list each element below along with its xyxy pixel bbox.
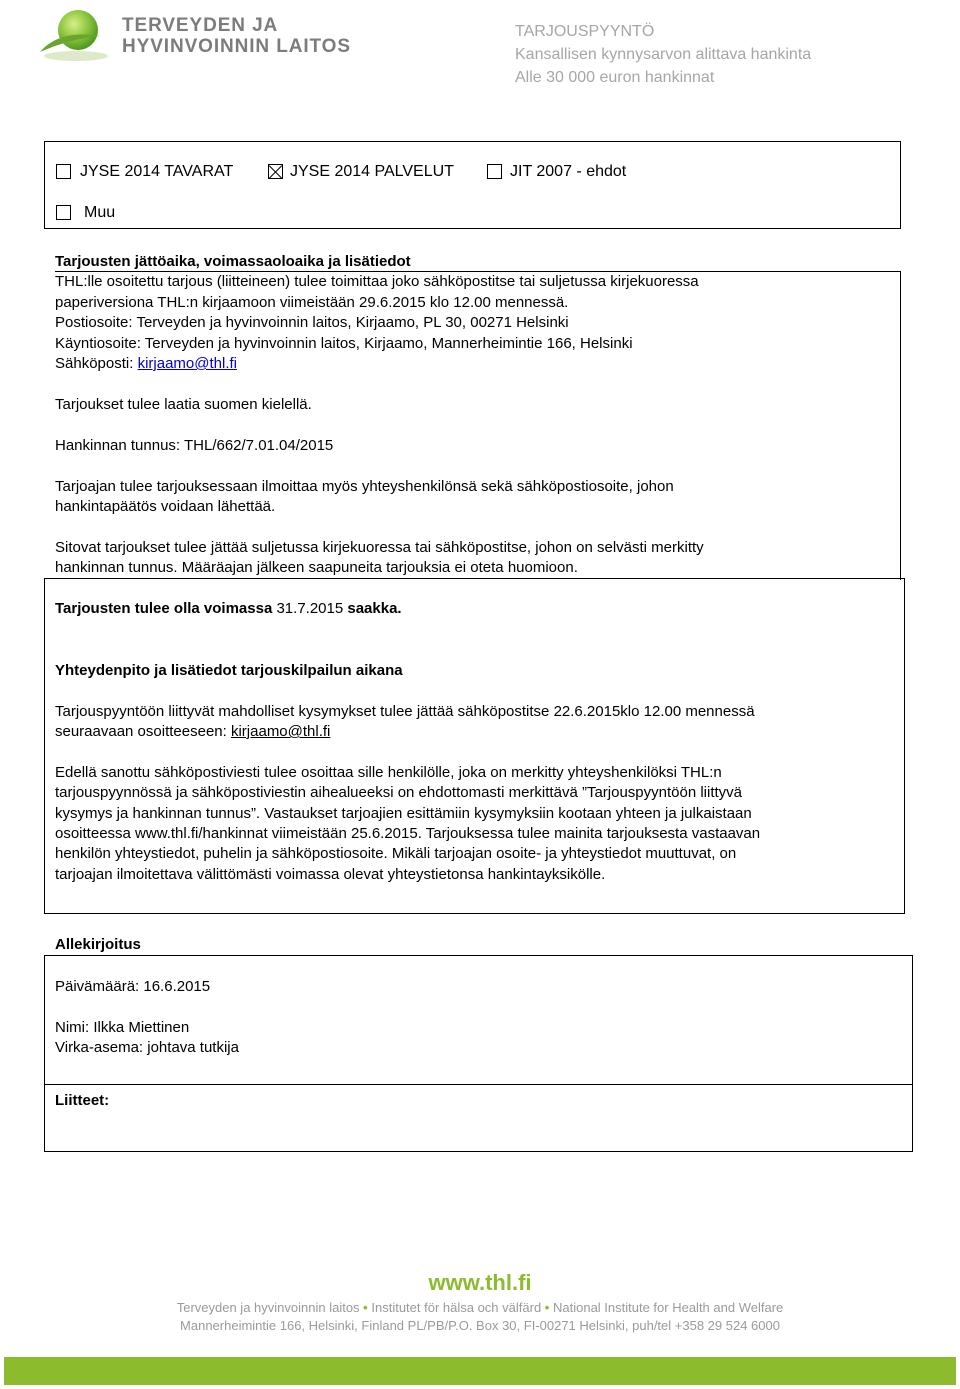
- section-rule: [904, 578, 905, 914]
- org-name-line1: TERVEYDEN JA: [122, 15, 279, 36]
- postal-address: Postiosoite: Terveyden ja hyvinvoinnin laitos, Kirjaamo, PL 30, 00271 Helsinki: [55, 314, 569, 331]
- contact-line-1: Tarjoajan tulee tarjouksessaan ilmoittaa myös yhteyshenkilönsä sekä sähköpostiosoite, johon: [55, 478, 674, 495]
- footer-org-fi: Terveyden ja hyvinvoinnin laitos: [176, 1300, 360, 1315]
- footer-org-line: [0, 1300, 960, 1315]
- checkbox-label-jyse-palvelut: JYSE 2014 PALVELUT: [290, 163, 454, 180]
- org-name-line2: HYVINVOINNIN LAITOS: [122, 36, 351, 57]
- submission-line-2: paperiversiona THL:n kirjaamoon viimeistään 29.6.2015 klo 12.00 mennessä.: [55, 294, 569, 311]
- footer-org-en: National Institute for Health and Welfare: [552, 1300, 784, 1315]
- visiting-address: Käyntiosoite: Terveyden ja hyvinvoinnin laitos, Kirjaamo, Mannerheimintie 166, Helsinki: [55, 335, 633, 352]
- questions-paragraph-line-3: kysymys ja hankinnan tunnus”. Vastaukset tarjoajien esittämiin kysymyksiin kootaan yhteen ja julkaistaan: [55, 805, 752, 822]
- signature-divider: [44, 1084, 913, 1085]
- checkbox-label-muu: Muu: [84, 204, 116, 221]
- validity-label: Tarjousten tulee olla voimassa: [55, 600, 277, 617]
- checkbox-label-jyse-tavarat: JYSE 2014 TAVARAT: [80, 163, 234, 180]
- document-header: [515, 20, 811, 89]
- checkbox-jit-2007[interactable]: [487, 164, 502, 179]
- document-title: TARJOUSPYYNTÖ: [515, 23, 655, 40]
- questions-paragraph-line-4: osoitteessa www.thl.fi/hankinnat viimeistään 25.6.2015. Tarjouksessa tulee mainita tarjouksesta vastaavan: [55, 825, 761, 842]
- questions-line-1: Tarjouspyyntöön liittyvät mahdolliset kysymykset tulee jättää sähköpostitse 22.6.2015klo 12.00 mennessä: [55, 703, 755, 720]
- bullet-icon: •: [363, 1300, 368, 1315]
- footer-bar: [4, 1357, 956, 1385]
- thl-logo-icon: [34, 6, 108, 62]
- binding-line-1: Sitovat tarjoukset tulee jättää suljetussa kirjekuoressa tai sähköpostitse, johon on selvästi merkitty: [55, 539, 704, 556]
- signature-heading: Allekirjoitus: [55, 936, 141, 953]
- questions-email-link[interactable]: kirjaamo@thl.fi: [230, 723, 331, 740]
- org-name: [122, 15, 351, 57]
- footer-address: Mannerheimintie 166, Helsinki, Finland PL/PB/P.O. Box 30, FI-00271 Helsinki, puh/tel +358 29 524 6000: [180, 1318, 780, 1333]
- section-rule: [900, 271, 901, 580]
- checkbox-jyse-palvelut[interactable]: [268, 164, 283, 179]
- signer-name: Nimi: Ilkka Miettinen: [55, 1019, 190, 1036]
- document-subtitle-2: Alle 30 000 euron hankinnat: [515, 69, 715, 86]
- attachments-label: Liitteet:: [55, 1092, 110, 1109]
- checkbox-label-jit-2007: JIT 2007 - ehdot: [510, 163, 627, 180]
- signer-title: Virka-asema: johtava tutkija: [55, 1039, 239, 1056]
- footer-url[interactable]: www.thl.fi: [428, 1270, 532, 1295]
- questions-paragraph-line-1: Edellä sanottu sähköpostiviesti tulee osoittaa sille henkilölle, joka on merkitty yhteyshenkilöksi THL:n: [55, 764, 722, 781]
- checkbox-muu[interactable]: [56, 205, 71, 220]
- document-subtitle-1: Kansallisen kynnysarvon alittava hankinta: [515, 46, 812, 63]
- validity-line: [55, 599, 402, 620]
- section-rule: [44, 578, 45, 914]
- questions-paragraph-line-6: tarjoajan ilmoitettava välittömästi voimassa olevat yhteystietonsa hankintayksikölle.: [55, 866, 606, 883]
- email-line: [55, 354, 237, 375]
- questions-line-2: [55, 722, 330, 743]
- signature-date: Päivämäärä: 16.6.2015: [55, 978, 211, 995]
- checkbox-jyse-tavarat[interactable]: [56, 164, 71, 179]
- questions-heading: Yhteydenpito ja lisätiedot tarjouskilpailun aikana: [55, 662, 403, 679]
- bullet-icon: •: [544, 1300, 550, 1315]
- section-rule: [44, 913, 905, 914]
- validity-suffix: saakka.: [343, 600, 402, 617]
- language-note: Tarjoukset tulee laatia suomen kielellä.: [55, 396, 312, 413]
- contact-line-2: hankintapäätös voidaan lähettää.: [55, 498, 276, 515]
- terms-box: [44, 141, 901, 229]
- email-label: Sähköposti:: [55, 355, 138, 372]
- questions-paragraph-line-5: henkilön yhteystiedot, puhelin ja sähköpostiosoite. Mikäli tarjoajan osoite- ja yhteystiedot muuttuvat, on: [55, 845, 737, 862]
- questions-address-label: seuraavaan osoitteeseen:: [55, 723, 231, 740]
- email-link[interactable]: kirjaamo@thl.fi: [137, 355, 237, 372]
- submission-line-1: THL:lle osoitettu tarjous (liitteineen) tulee toimittaa joko sähköpostitse tai suljetussa kirjekuoressa: [55, 273, 699, 290]
- validity-date: 31.7.2015: [276, 600, 344, 617]
- binding-line-2: hankinnan tunnus. Määräajan jälkeen saapuneita tarjouksia ei oteta huomioon.: [55, 559, 578, 576]
- submission-heading: Tarjousten jättöaika, voimassaoloaika ja lisätiedot: [55, 253, 411, 270]
- footer-org-sv: Institutet för hälsa och välfärd: [371, 1300, 542, 1315]
- questions-paragraph-line-2: tarjouspyynnössä ja sähköpostiviestin aihealueeksi on ehdottomasti merkittävä ”Tarjouspyyntöön liittyvä: [55, 784, 743, 801]
- procurement-id: Hankinnan tunnus: THL/662/7.01.04/2015: [55, 437, 334, 454]
